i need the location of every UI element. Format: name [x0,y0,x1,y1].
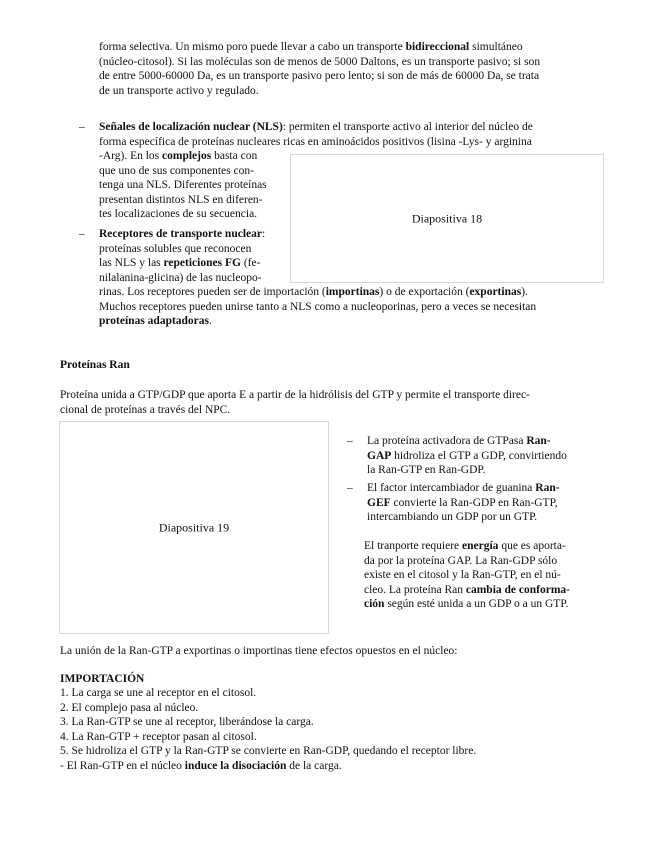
text-line: (núcleo-citosol). Si las moléculas son de menos de 5000 Daltons, es un transporte pasivo; si son [99,55,541,68]
bold-term: bidireccional [405,41,470,53]
importacion-heading: IMPORTACIÓN [60,673,145,685]
receptores-paragraph-narrow [99,227,287,285]
section-heading-proteinas-ran: Proteínas Ran [60,359,130,371]
bold-term: Ran- [535,482,560,494]
text-line: GAP hidroliza el GTP a GDP, convirtiendo [367,449,567,462]
bold-term: repeticiones FG [163,257,241,270]
selective-transport-paragraph [99,40,594,98]
text-line: GEF convierte la Ran-GDP en Ran-GTP, [367,496,558,509]
receptores-paragraph-full [99,285,594,329]
text-line: 3. La Ran-GTP se une al receptor, liberándose la carga. [60,716,314,729]
text-line: Señales de localización nuclear (NLS): permiten el transporte activo al interior del núcleo de [99,121,533,133]
text-line: ción según esté unida a un GDP o a un GTP. [364,598,569,611]
slide-19-placeholder [59,421,329,634]
energy-paragraph [364,539,594,612]
text-line: El tranporte requiere energía que es aporta- [364,540,566,552]
ran-gef-paragraph [367,481,594,525]
text-line: - El Ran-GTP en el núcleo induce la disociación de la carga. [60,759,342,772]
text-line: Muchos receptores pueden unirse tanto a NLS como a nucleoporinas, pero a veces se necesitan [99,300,537,313]
text-line: 1. La carga se une al receptor en el citosol. [60,687,257,699]
text-line: de un transporte activo y regulado. [99,84,259,97]
text-line: La proteína activadora de GTPasa Ran- [367,435,551,447]
bold-term: GAP [367,449,392,462]
bold-term: cambia de conforma- [465,583,570,596]
bold-term: Receptores de transporte nuclear [99,228,262,240]
bold-term: energía [462,540,499,552]
text-line: cional de proteínas a través del NPC. [60,403,231,416]
ran-gap-paragraph [367,434,594,478]
bullet-dash-rangap: – [347,435,353,447]
text-line: -Arg). En los complejos basta con [99,150,258,162]
union-line: La unión de la Ran-GTP a exportinas o importinas tiene efectos opuestos en el núcleo: [60,645,458,657]
bold-term: complejos [162,150,212,162]
slide-19-label: Diapositiva 19 [158,520,230,535]
text-line: de entre 5000-60000 Da, es un transporte pasivo pero lento; si son de más de 60000 Da, se trata [99,70,540,83]
text-line: que uno de sus componentes con- [99,164,254,177]
text-line: forma específica de proteínas nucleares ricas en aminoácidos positivos (lisina -Lys- y arginina [99,135,532,148]
bold-term: exportinas [469,286,522,298]
text-line: nilalanina-glicina) de las nucleopo- [99,271,262,284]
bold-term: proteínas adaptadoras [99,315,210,328]
bullet-dash-rangef: – [347,482,353,494]
nls-paragraph-full [99,120,594,149]
text-line: El factor intercambiador de guanina Ran- [367,482,560,494]
bullet-dash-receptores: – [79,228,85,240]
bold-term: importinas [325,286,380,298]
text-line: Receptores de transporte nuclear: [99,228,266,240]
text-line: 4. La Ran-GTP + receptor pasan al citosol. [60,730,257,743]
text-line: 2. El complejo pasa al núcleo. [60,701,199,714]
bold-term: ción [364,598,385,611]
text-line: tes localizaciones de su secuencia. [99,208,258,221]
text-line: proteínas solubles que reconocen [99,242,252,255]
importacion-steps [60,686,600,774]
text-line: Proteína unida a GTP/GDP que aporta E a partir de la hidrólisis del GTP y permite el transporte direc- [60,389,530,401]
text-line: existe en el citosol y la Ran-GTP, en el nú- [364,569,561,582]
slide-18-placeholder [290,154,604,283]
bullet-dash-nls: – [79,121,85,133]
text-line: tenga una NLS. Diferentes proteínas [99,179,267,192]
text-line: intercambiando un GDP por un GTP. [367,511,538,524]
text-line: 5. Se hidroliza el GTP y la Ran-GTP se convierte en Ran-GDP, quedando el receptor libre. [60,745,477,758]
slide-18-label: Diapositiva 18 [411,211,483,226]
bold-term: induce la disociación [184,759,287,772]
text-line: rinas. Los receptores pueden ser de importación (importinas) o de exportación (exportinas). [99,286,528,298]
text-line: proteínas adaptadoras. [99,315,212,328]
bold-term: Señales de localización nuclear (NLS) [99,121,283,133]
ran-intro-paragraph [60,388,594,417]
text-line: cleo. La proteína Ran cambia de conforma- [364,583,570,596]
text-line: las NLS y las repeticiones FG (fe- [99,257,261,270]
text-line: la Ran-GTP en Ran-GDP. [367,464,486,477]
bold-term: Ran- [526,435,551,447]
nls-paragraph-narrow [99,149,287,222]
text-line: presentan distintos NLS en diferen- [99,193,263,206]
bold-term: GEF [367,496,391,509]
text-line: forma selectiva. Un mismo poro puede llevar a cabo un transporte bidireccional simultáneo [99,41,523,53]
text-line: da por la proteína GAP. La Ran-GDP sólo [364,554,558,567]
